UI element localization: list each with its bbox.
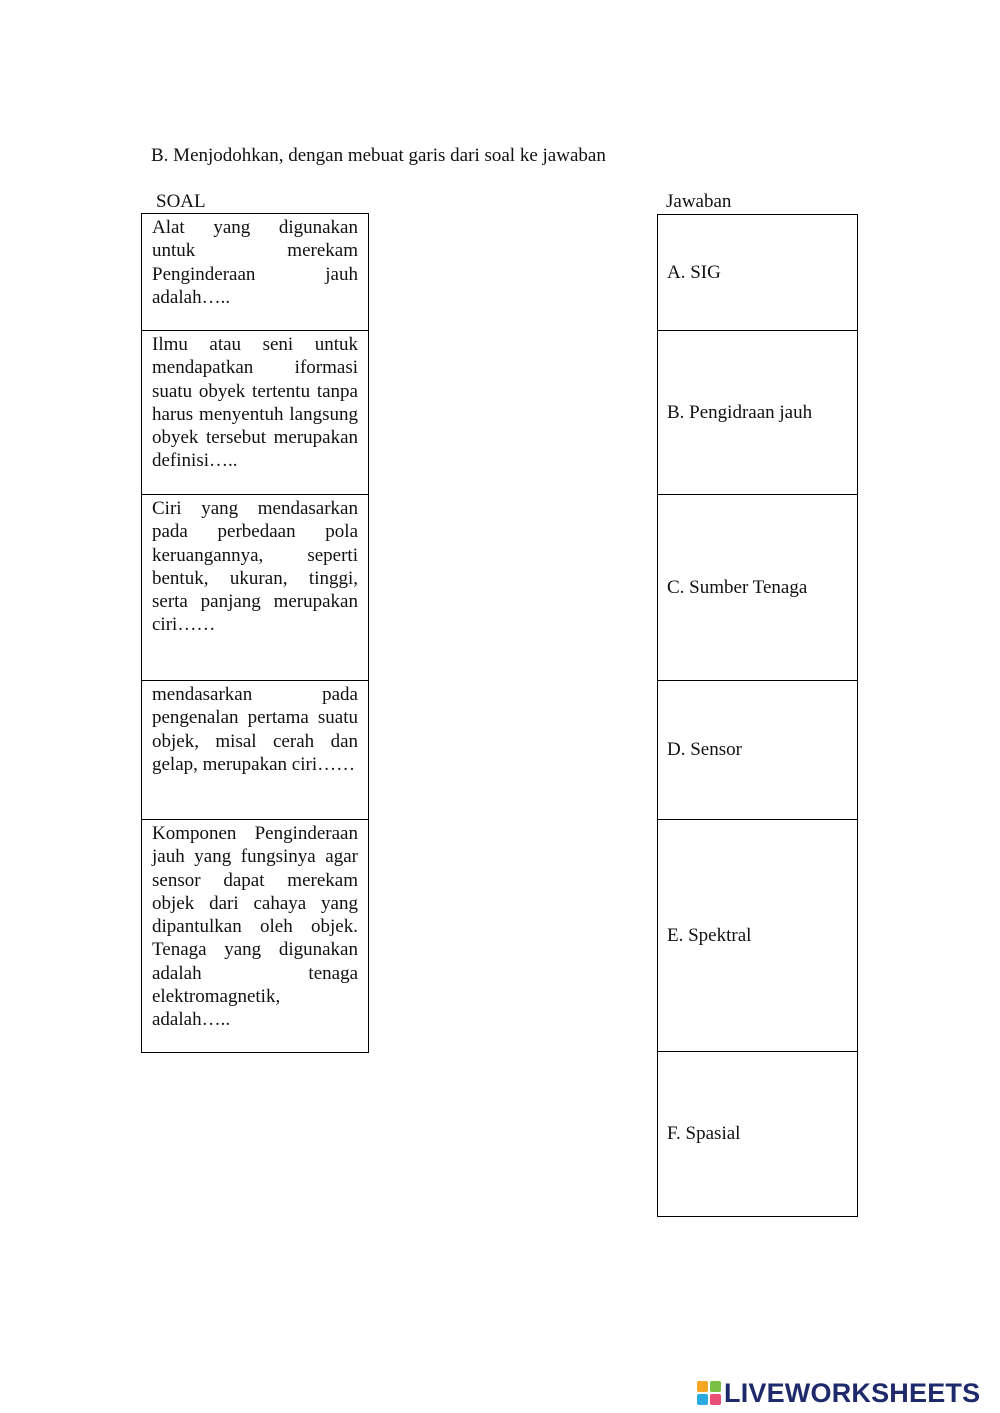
jawaban-item-c[interactable]: C. Sumber Tenaga	[658, 495, 857, 681]
logo-square	[710, 1394, 721, 1405]
soal-table	[141, 213, 369, 1053]
instruction-text: B. Menjodohkan, dengan mebuat garis dari soal ke jawaban	[151, 145, 606, 166]
jawaban-item-f[interactable]: F. Spasial	[667, 1123, 741, 1144]
soal-item-1[interactable]: Alat yang digunakan untuk merekam Penginderaan jauh adalah…..	[142, 214, 368, 331]
jawaban-item-e[interactable]: E. Spektral	[658, 820, 857, 1052]
jawaban-item-a[interactable]: A. SIG	[658, 215, 857, 331]
logo-square	[697, 1381, 708, 1392]
liveworksheets-logo-icon	[697, 1381, 721, 1405]
soal-item-3[interactable]: Ciri yang mendasarkan pada perbedaan pola keruangannya, seperti bentuk, ukuran, tinggi, serta panjang merupakan ciri……	[142, 495, 368, 681]
logo-square	[697, 1394, 708, 1405]
jawaban-item-d[interactable]: D. Sensor	[658, 681, 857, 820]
brand-text: LIVEWORKSHEETS	[724, 1378, 981, 1408]
jawaban-table	[657, 214, 858, 1217]
soal-item-4[interactable]: mendasarkan pada pengenalan pertama suatu objek, misal cerah dan gelap, merupakan ciri……	[142, 681, 368, 820]
jawaban-item-b[interactable]: B. Pengidraan jauh	[658, 331, 857, 495]
logo-square	[710, 1381, 721, 1392]
soal-heading: SOAL	[156, 191, 206, 212]
soal-item-2[interactable]: Ilmu atau seni untuk mendapatkan iformasi suatu obyek tertentu tanpa harus menyentuh langsung obyek tersebut merupakan definisi…..	[142, 331, 368, 495]
liveworksheets-brand	[697, 1378, 980, 1408]
jawaban-heading: Jawaban	[666, 191, 732, 212]
soal-item-5[interactable]: Komponen Penginderaan jauh yang fungsinya agar sensor dapat merekam objek dari cahaya yang dipantulkan oleh objek. Tenaga yang digunakan adalah tenaga elektromagnetik, adalah…..	[152, 823, 358, 1031]
